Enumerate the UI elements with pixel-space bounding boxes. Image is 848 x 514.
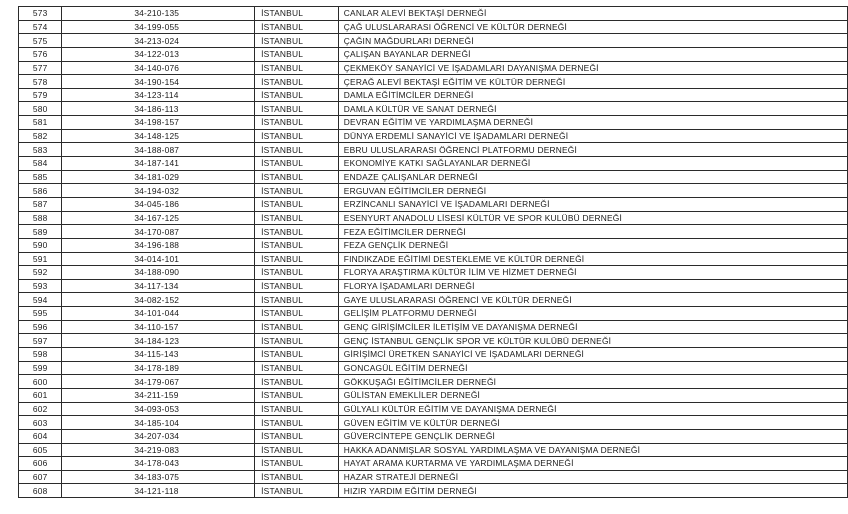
row-number: 593	[19, 279, 62, 293]
city: İSTANBUL	[255, 75, 339, 89]
association-name: EBRU ULUSLARARASI ÖĞRENCİ PLATFORMU DERNEĞİ	[338, 143, 847, 157]
city: İSTANBUL	[255, 307, 339, 321]
association-name: FLORYA İŞADAMLARI DERNEĞİ	[338, 279, 847, 293]
table-row	[19, 443, 848, 457]
association-name: DAMLA EĞİTİMCİLER DERNEĞİ	[338, 88, 847, 102]
city: İSTANBUL	[255, 88, 339, 102]
association-name: GÖKKUŞAĞI EĞİTİMCİLER DERNEĞİ	[338, 375, 847, 389]
association-table	[18, 6, 848, 498]
row-number: 576	[19, 47, 62, 61]
row-number: 595	[19, 307, 62, 321]
table-row	[19, 88, 848, 102]
table-row	[19, 47, 848, 61]
table-row	[19, 34, 848, 48]
row-number: 589	[19, 225, 62, 239]
city: İSTANBUL	[255, 429, 339, 443]
city: İSTANBUL	[255, 238, 339, 252]
association-name: ÇAĞ ULUSLARARASI ÖĞRENCİ VE KÜLTÜR DERNEĞİ	[338, 20, 847, 34]
row-number: 579	[19, 88, 62, 102]
table-row	[19, 348, 848, 362]
row-number: 605	[19, 443, 62, 457]
city: İSTANBUL	[255, 252, 339, 266]
association-name: FINDIKZADE EĞİTİMİ DESTEKLEME VE KÜLTÜR DERNEĞİ	[338, 252, 847, 266]
registry-code: 34-014-101	[62, 252, 255, 266]
table-row	[19, 184, 848, 198]
table-row	[19, 129, 848, 143]
city: İSTANBUL	[255, 143, 339, 157]
row-number: 584	[19, 157, 62, 171]
city: İSTANBUL	[255, 348, 339, 362]
registry-code: 34-219-083	[62, 443, 255, 457]
table-row	[19, 170, 848, 184]
registry-code: 34-194-032	[62, 184, 255, 198]
city: İSTANBUL	[255, 170, 339, 184]
table-row	[19, 361, 848, 375]
row-number: 578	[19, 75, 62, 89]
city: İSTANBUL	[255, 279, 339, 293]
city: İSTANBUL	[255, 157, 339, 171]
association-name: GÜLİSTAN EMEKLİLER DERNEĞİ	[338, 388, 847, 402]
city: İSTANBUL	[255, 129, 339, 143]
row-number: 601	[19, 388, 62, 402]
association-name: EKONOMİYE KATKI SAĞLAYANLAR DERNEĞİ	[338, 157, 847, 171]
row-number: 581	[19, 116, 62, 130]
city: İSTANBUL	[255, 211, 339, 225]
row-number: 597	[19, 334, 62, 348]
row-number: 598	[19, 348, 62, 362]
table-row	[19, 157, 848, 171]
table-row	[19, 388, 848, 402]
registry-code: 34-140-076	[62, 61, 255, 75]
row-number: 573	[19, 7, 62, 21]
association-name: GENÇ İSTANBUL GENÇLİK SPOR VE KÜLTÜR KULÜBÜ DERNEĞİ	[338, 334, 847, 348]
row-number: 592	[19, 266, 62, 280]
city: İSTANBUL	[255, 443, 339, 457]
city: İSTANBUL	[255, 416, 339, 430]
registry-code: 34-115-143	[62, 348, 255, 362]
table-row	[19, 116, 848, 130]
registry-code: 34-207-034	[62, 429, 255, 443]
association-name: FEZA GENÇLİK DERNEĞİ	[338, 238, 847, 252]
city: İSTANBUL	[255, 293, 339, 307]
row-number: 586	[19, 184, 62, 198]
association-name: GÜVERCİNTEPE GENÇLİK DERNEĞİ	[338, 429, 847, 443]
registry-code: 34-198-157	[62, 116, 255, 130]
registry-code: 34-117-134	[62, 279, 255, 293]
row-number: 585	[19, 170, 62, 184]
city: İSTANBUL	[255, 266, 339, 280]
association-name: GİRİŞİMCİ ÜRETKEN SANAYİCİ VE İŞADAMLARI DERNEĞİ	[338, 348, 847, 362]
registry-code: 34-148-125	[62, 129, 255, 143]
registry-code: 34-045-186	[62, 197, 255, 211]
table-row	[19, 143, 848, 157]
association-name: GENÇ GİRİŞİMCİLER İLETİŞİM VE DAYANIŞMA DERNEĞİ	[338, 320, 847, 334]
city: İSTANBUL	[255, 375, 339, 389]
registry-code: 34-181-029	[62, 170, 255, 184]
association-name: DAMLA KÜLTÜR VE SANAT DERNEĞİ	[338, 102, 847, 116]
row-number: 600	[19, 375, 62, 389]
association-name: GÜVEN EĞİTİM VE KÜLTÜR DERNEĞİ	[338, 416, 847, 430]
table-row	[19, 416, 848, 430]
row-number: 580	[19, 102, 62, 116]
city: İSTANBUL	[255, 184, 339, 198]
row-number: 603	[19, 416, 62, 430]
city: İSTANBUL	[255, 361, 339, 375]
table-row	[19, 7, 848, 21]
registry-code: 34-123-114	[62, 88, 255, 102]
registry-code: 34-167-125	[62, 211, 255, 225]
association-table-body	[19, 7, 848, 498]
row-number: 607	[19, 470, 62, 484]
table-row	[19, 211, 848, 225]
table-row	[19, 293, 848, 307]
city: İSTANBUL	[255, 484, 339, 498]
row-number: 575	[19, 34, 62, 48]
row-number: 574	[19, 20, 62, 34]
row-number: 599	[19, 361, 62, 375]
city: İSTANBUL	[255, 197, 339, 211]
registry-code: 34-188-090	[62, 266, 255, 280]
registry-code: 34-122-013	[62, 47, 255, 61]
row-number: 590	[19, 238, 62, 252]
table-row	[19, 402, 848, 416]
association-name: HAYAT ARAMA KURTARMA VE YARDIMLAŞMA DERNEĞİ	[338, 457, 847, 471]
registry-code: 34-178-043	[62, 457, 255, 471]
registry-code: 34-093-053	[62, 402, 255, 416]
table-row	[19, 20, 848, 34]
row-number: 587	[19, 197, 62, 211]
city: İSTANBUL	[255, 20, 339, 34]
city: İSTANBUL	[255, 457, 339, 471]
city: İSTANBUL	[255, 225, 339, 239]
registry-code: 34-082-152	[62, 293, 255, 307]
table-row	[19, 307, 848, 321]
registry-code: 34-199-055	[62, 20, 255, 34]
association-name: DÜNYA ERDEMLİ SANAYİCİ VE İŞADAMLARI DERNEĞİ	[338, 129, 847, 143]
association-name: CANLAR ALEVİ BEKTAŞİ DERNEĞİ	[338, 7, 847, 21]
association-name: ENDAZE ÇALIŞANLAR DERNEĞİ	[338, 170, 847, 184]
association-name: GELİŞİM PLATFORMU DERNEĞİ	[338, 307, 847, 321]
association-name: ÇALIŞAN BAYANLAR DERNEĞİ	[338, 47, 847, 61]
table-row	[19, 320, 848, 334]
city: İSTANBUL	[255, 102, 339, 116]
table-row	[19, 61, 848, 75]
row-number: 583	[19, 143, 62, 157]
city: İSTANBUL	[255, 334, 339, 348]
registry-code: 34-210-135	[62, 7, 255, 21]
city: İSTANBUL	[255, 402, 339, 416]
table-row	[19, 470, 848, 484]
registry-code: 34-188-087	[62, 143, 255, 157]
row-number: 594	[19, 293, 62, 307]
table-row	[19, 279, 848, 293]
table-row	[19, 75, 848, 89]
association-name: HIZIR YARDIM EĞİTİM DERNEĞİ	[338, 484, 847, 498]
city: İSTANBUL	[255, 470, 339, 484]
registry-code: 34-121-118	[62, 484, 255, 498]
registry-code: 34-170-087	[62, 225, 255, 239]
city: İSTANBUL	[255, 61, 339, 75]
row-number: 606	[19, 457, 62, 471]
city: İSTANBUL	[255, 320, 339, 334]
table-row	[19, 457, 848, 471]
registry-code: 34-178-189	[62, 361, 255, 375]
row-number: 602	[19, 402, 62, 416]
association-name: ÇAĞIN MAĞDURLARI DERNEĞİ	[338, 34, 847, 48]
association-name: ÇEKMEKÖY SANAYİCİ VE İŞADAMLARI DAYANIŞMA DERNEĞİ	[338, 61, 847, 75]
association-name: ESENYURT ANADOLU LİSESİ KÜLTÜR VE SPOR KULÜBÜ DERNEĞİ	[338, 211, 847, 225]
registry-code: 34-179-067	[62, 375, 255, 389]
table-row	[19, 238, 848, 252]
registry-code: 34-184-123	[62, 334, 255, 348]
registry-code: 34-196-188	[62, 238, 255, 252]
association-name: HAZAR STRATEJİ DERNEĞİ	[338, 470, 847, 484]
registry-code: 34-213-024	[62, 34, 255, 48]
association-name: DEVRAN EĞİTİM VE YARDIMLAŞMA DERNEĞİ	[338, 116, 847, 130]
association-name: GÜLYALI KÜLTÜR EĞİTİM VE DAYANIŞMA DERNEĞİ	[338, 402, 847, 416]
registry-code: 34-185-104	[62, 416, 255, 430]
table-row	[19, 197, 848, 211]
association-name: GONCAGÜL EĞİTİM DERNEĞİ	[338, 361, 847, 375]
row-number: 582	[19, 129, 62, 143]
association-name: FLORYA ARAŞTIRMA KÜLTÜR İLİM VE HİZMET DERNEĞİ	[338, 266, 847, 280]
table-row	[19, 334, 848, 348]
registry-code: 34-190-154	[62, 75, 255, 89]
association-list-sheet	[18, 6, 848, 498]
table-row	[19, 484, 848, 498]
table-row	[19, 102, 848, 116]
registry-code: 34-110-157	[62, 320, 255, 334]
table-row	[19, 429, 848, 443]
city: İSTANBUL	[255, 34, 339, 48]
city: İSTANBUL	[255, 47, 339, 61]
association-name: FEZA EĞİTİMCİLER DERNEĞİ	[338, 225, 847, 239]
registry-code: 34-186-113	[62, 102, 255, 116]
association-name: HAKKA ADANMIŞLAR SOSYAL YARDIMLAŞMA VE DAYANIŞMA DERNEĞİ	[338, 443, 847, 457]
row-number: 577	[19, 61, 62, 75]
city: İSTANBUL	[255, 388, 339, 402]
registry-code: 34-183-075	[62, 470, 255, 484]
row-number: 588	[19, 211, 62, 225]
association-name: ÇERAĞ ALEVİ BEKTAŞİ EĞİTİM VE KÜLTÜR DERNEĞİ	[338, 75, 847, 89]
row-number: 604	[19, 429, 62, 443]
city: İSTANBUL	[255, 7, 339, 21]
table-row	[19, 252, 848, 266]
table-row	[19, 266, 848, 280]
row-number: 591	[19, 252, 62, 266]
table-row	[19, 225, 848, 239]
registry-code: 34-187-141	[62, 157, 255, 171]
row-number: 608	[19, 484, 62, 498]
registry-code: 34-211-159	[62, 388, 255, 402]
row-number: 596	[19, 320, 62, 334]
registry-code: 34-101-044	[62, 307, 255, 321]
association-name: ERGUVAN EĞİTİMCİLER DERNEĞİ	[338, 184, 847, 198]
association-name: GAYE ULUSLARARASI ÖĞRENCİ VE KÜLTÜR DERNEĞİ	[338, 293, 847, 307]
association-name: ERZİNCANLI SANAYİCİ VE İŞADAMLARI DERNEĞİ	[338, 197, 847, 211]
table-row	[19, 375, 848, 389]
city: İSTANBUL	[255, 116, 339, 130]
